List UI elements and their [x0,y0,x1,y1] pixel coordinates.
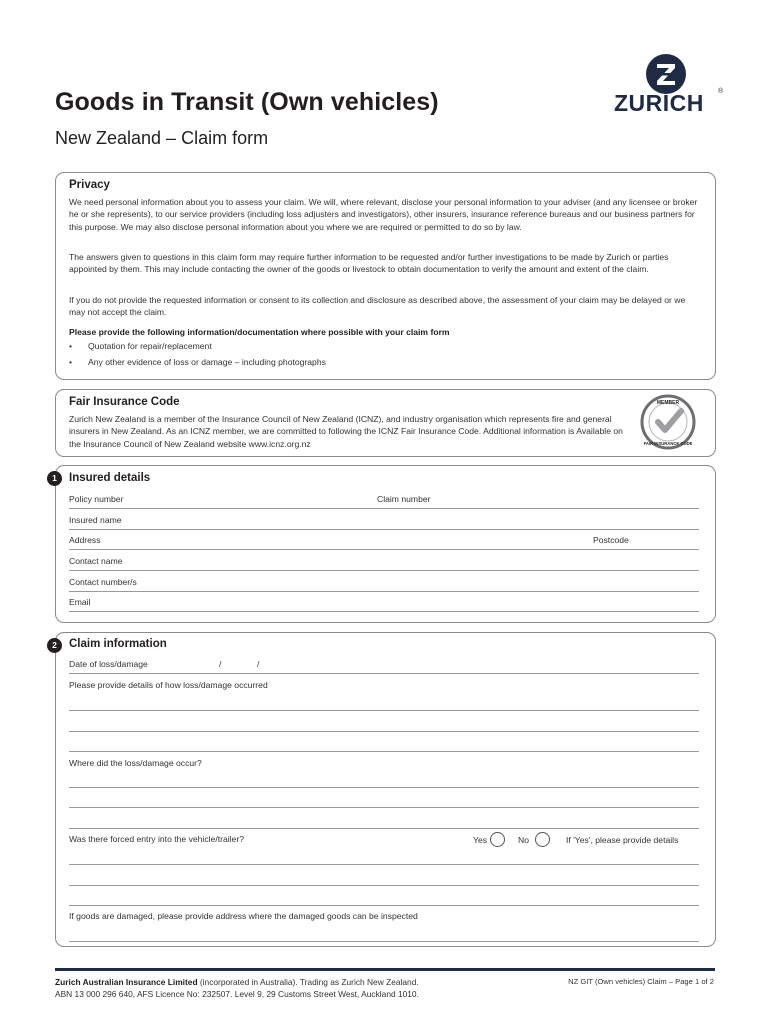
footer-company-name: Zurich Australian Insurance Limited [55,977,198,987]
contact-numbers-field[interactable] [69,591,699,592]
registered-mark: ® [718,88,724,95]
forced-entry-no-label: No [518,835,529,845]
forced-entry-details-field[interactable] [69,885,699,886]
claim-number-label: Claim number [377,494,431,504]
insured-name-label: Insured name [69,515,122,525]
list-item: • Any other evidence of loss or damage – including photographs [69,357,326,367]
date-separator: / [257,659,260,669]
email-label: Email [69,597,91,607]
fair-insurance-code-text: Zurich New Zealand is a member of the Insurance Council of New Zealand (ICNZ), and industry organisation which represents fire and general insurers in New Zealand. As an ICNZ member, we are committed to following the ICNZ Fair Insurance Code. Additional information is Available on the Insurance Council of New Zealand website www.icnz.org.nz [69,414,623,449]
forced-entry-yes-label: Yes [473,835,488,845]
list-item: • Quotation for repair/replacement [69,341,212,351]
date-of-loss-label: Date of loss/damage [69,659,148,669]
policy-number-label: Policy number [69,494,124,504]
forced-entry-details-field[interactable] [69,905,699,906]
forced-entry-details-field[interactable] [69,864,699,865]
zurich-logo-icon [646,54,686,94]
footer-company-details: (incorporated in Australia). Trading as Zurich New Zealand. [197,977,419,987]
loss-location-field[interactable] [69,787,699,788]
claim-information-title: Claim information [69,638,167,650]
privacy-paragraph-1: We need personal information about you to assess your claim. We will, where relevant, disclose your personal information to your adviser (and any licensee or broker he or she represents), to our service providers (including loss adjusters and investigators), other insurers, insurance reference bureaus and our business partners for this purpose. We may also disclose personal information about you where we are required or permitted to do so by law. [69,197,698,232]
insured-name-field[interactable] [69,529,699,530]
policy-number-field[interactable] [69,508,699,509]
footer-address-line: ABN 13 000 296 640, AFS Licence No: 232507. Level 9, 29 Customs Street West, Auckland 1010. [55,989,419,999]
contact-numbers-label: Contact number/s [69,577,137,587]
loss-location-field[interactable] [69,807,699,808]
forced-entry-yes-radio[interactable] [490,832,505,847]
documentation-heading: Please provide the following information/documentation where possible with your claim form [69,327,450,337]
address-label: Address [69,535,101,545]
section-number-1: 1 [47,471,62,486]
fair-insurance-code-badge [639,393,697,451]
date-of-loss-field[interactable] [69,673,699,674]
inspection-address-label: If goods are damaged, please provide address where the damaged goods can be inspected [69,911,418,921]
email-field[interactable] [69,611,699,612]
loss-details-field[interactable] [69,731,699,732]
loss-details-field[interactable] [69,710,699,711]
section-number-2: 2 [47,638,62,653]
contact-name-label: Contact name [69,556,123,566]
loss-location-label: Where did the loss/damage occur? [69,758,202,768]
footer-company-line [55,977,419,987]
loss-details-label: Please provide details of how loss/damage occurred [69,680,268,690]
loss-details-field[interactable] [69,751,699,752]
page-title: Goods in Transit (Own vehicles) [55,88,439,116]
zurich-logo-text: ZURICH [614,90,704,116]
loss-location-field[interactable] [69,828,699,829]
forced-entry-details-label: If 'Yes', please provide details [566,835,679,845]
privacy-paragraph-2: The answers given to questions in this claim form may require further information to be requested and/or further investigations to be made by Zurich or parties appointed by them. This may include contacting the owner of the goods or livestock to obtain documentation to verify the amount and extent of the claim. [69,252,669,275]
svg-text:MEMBER: MEMBER [656,400,680,406]
page-subtitle: New Zealand – Claim form [55,128,269,148]
fair-insurance-code-title: Fair Insurance Code [69,396,180,408]
postcode-label: Postcode [593,535,629,545]
footer-divider [55,968,715,971]
privacy-paragraph-3: If you do not provide the requested information or consent to its collection and disclosure as described above, the assessment of your claim may be delayed or we may not accept the claim. [69,295,686,318]
inspection-address-field[interactable] [69,941,699,942]
svg-text:FAIR INSURANCE CODE: FAIR INSURANCE CODE [643,441,693,446]
forced-entry-no-radio[interactable] [535,832,550,847]
date-separator: / [219,659,222,669]
page-reference: NZ GIT (Own vehicles) Claim – Page 1 of 2 [568,977,714,986]
contact-name-field[interactable] [69,570,699,571]
forced-entry-label: Was there forced entry into the vehicle/trailer? [69,834,244,844]
insured-details-title: Insured details [69,472,151,484]
address-field[interactable] [69,549,699,550]
privacy-title: Privacy [69,179,110,191]
